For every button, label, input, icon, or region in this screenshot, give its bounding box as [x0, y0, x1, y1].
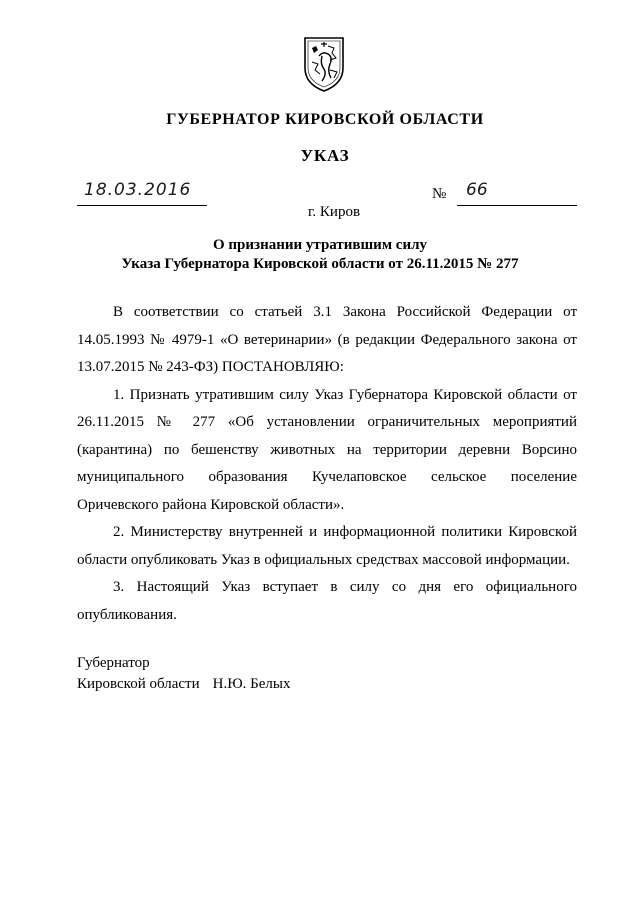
signatory-title-row: [77, 674, 290, 695]
handwritten-number: 66: [466, 180, 488, 200]
subject-line-2: Указа Губернатора Кировской области от 26.11.2015 № 277: [121, 256, 519, 272]
item-3-paragraph: 3. Настоящий Указ вступает в силу со дня его официального опубликования.: [77, 579, 577, 623]
handwritten-date: 18.03.2016: [84, 180, 192, 200]
document-subject: [60, 236, 580, 274]
signatory-title-line-1: Губернатор: [77, 655, 150, 671]
issuing-authority: ГУБЕРНАТОР КИРОВСКОЙ ОБЛАСТИ: [166, 111, 484, 128]
item-2-paragraph: 2. Министерству внутренней и информационной политики Кировской области опубликовать Указ в официальных средствах массовой информации.: [77, 524, 577, 568]
kirov-oblast-coat-of-arms-icon: [300, 34, 348, 94]
subject-line-1: О признании утратившим силу: [213, 237, 427, 253]
document-body: [77, 299, 577, 629]
preamble-paragraph: В соответствии со статьей 3.1 Закона Российской Федерации от 14.05.1993 № 4979-1 «О ветеринарии» (в редакции Федерального закона от 13.07.2015 № 243-ФЗ) ПОСТАНОВЛЯЮ:: [77, 304, 577, 375]
signatory-title-line-2: Кировской области: [77, 676, 200, 692]
place-of-issue: г. Киров: [307, 204, 361, 220]
number-label: №: [432, 186, 447, 202]
item-1-paragraph: 1. Признать утратившим силу Указ Губернатора Кировской области от 26.11.2015 № 277 «Об установлении ограничительных мероприятий (карантина) по бешенству животных на территории деревни Ворсино муниципального образования Кучелаповское сельское поселение Оричевского района Кировской области».: [77, 386, 577, 513]
signatory-name: Н.Ю. Белых: [212, 676, 291, 692]
signature-block: [77, 653, 290, 695]
document-type: УКАЗ: [300, 146, 350, 165]
